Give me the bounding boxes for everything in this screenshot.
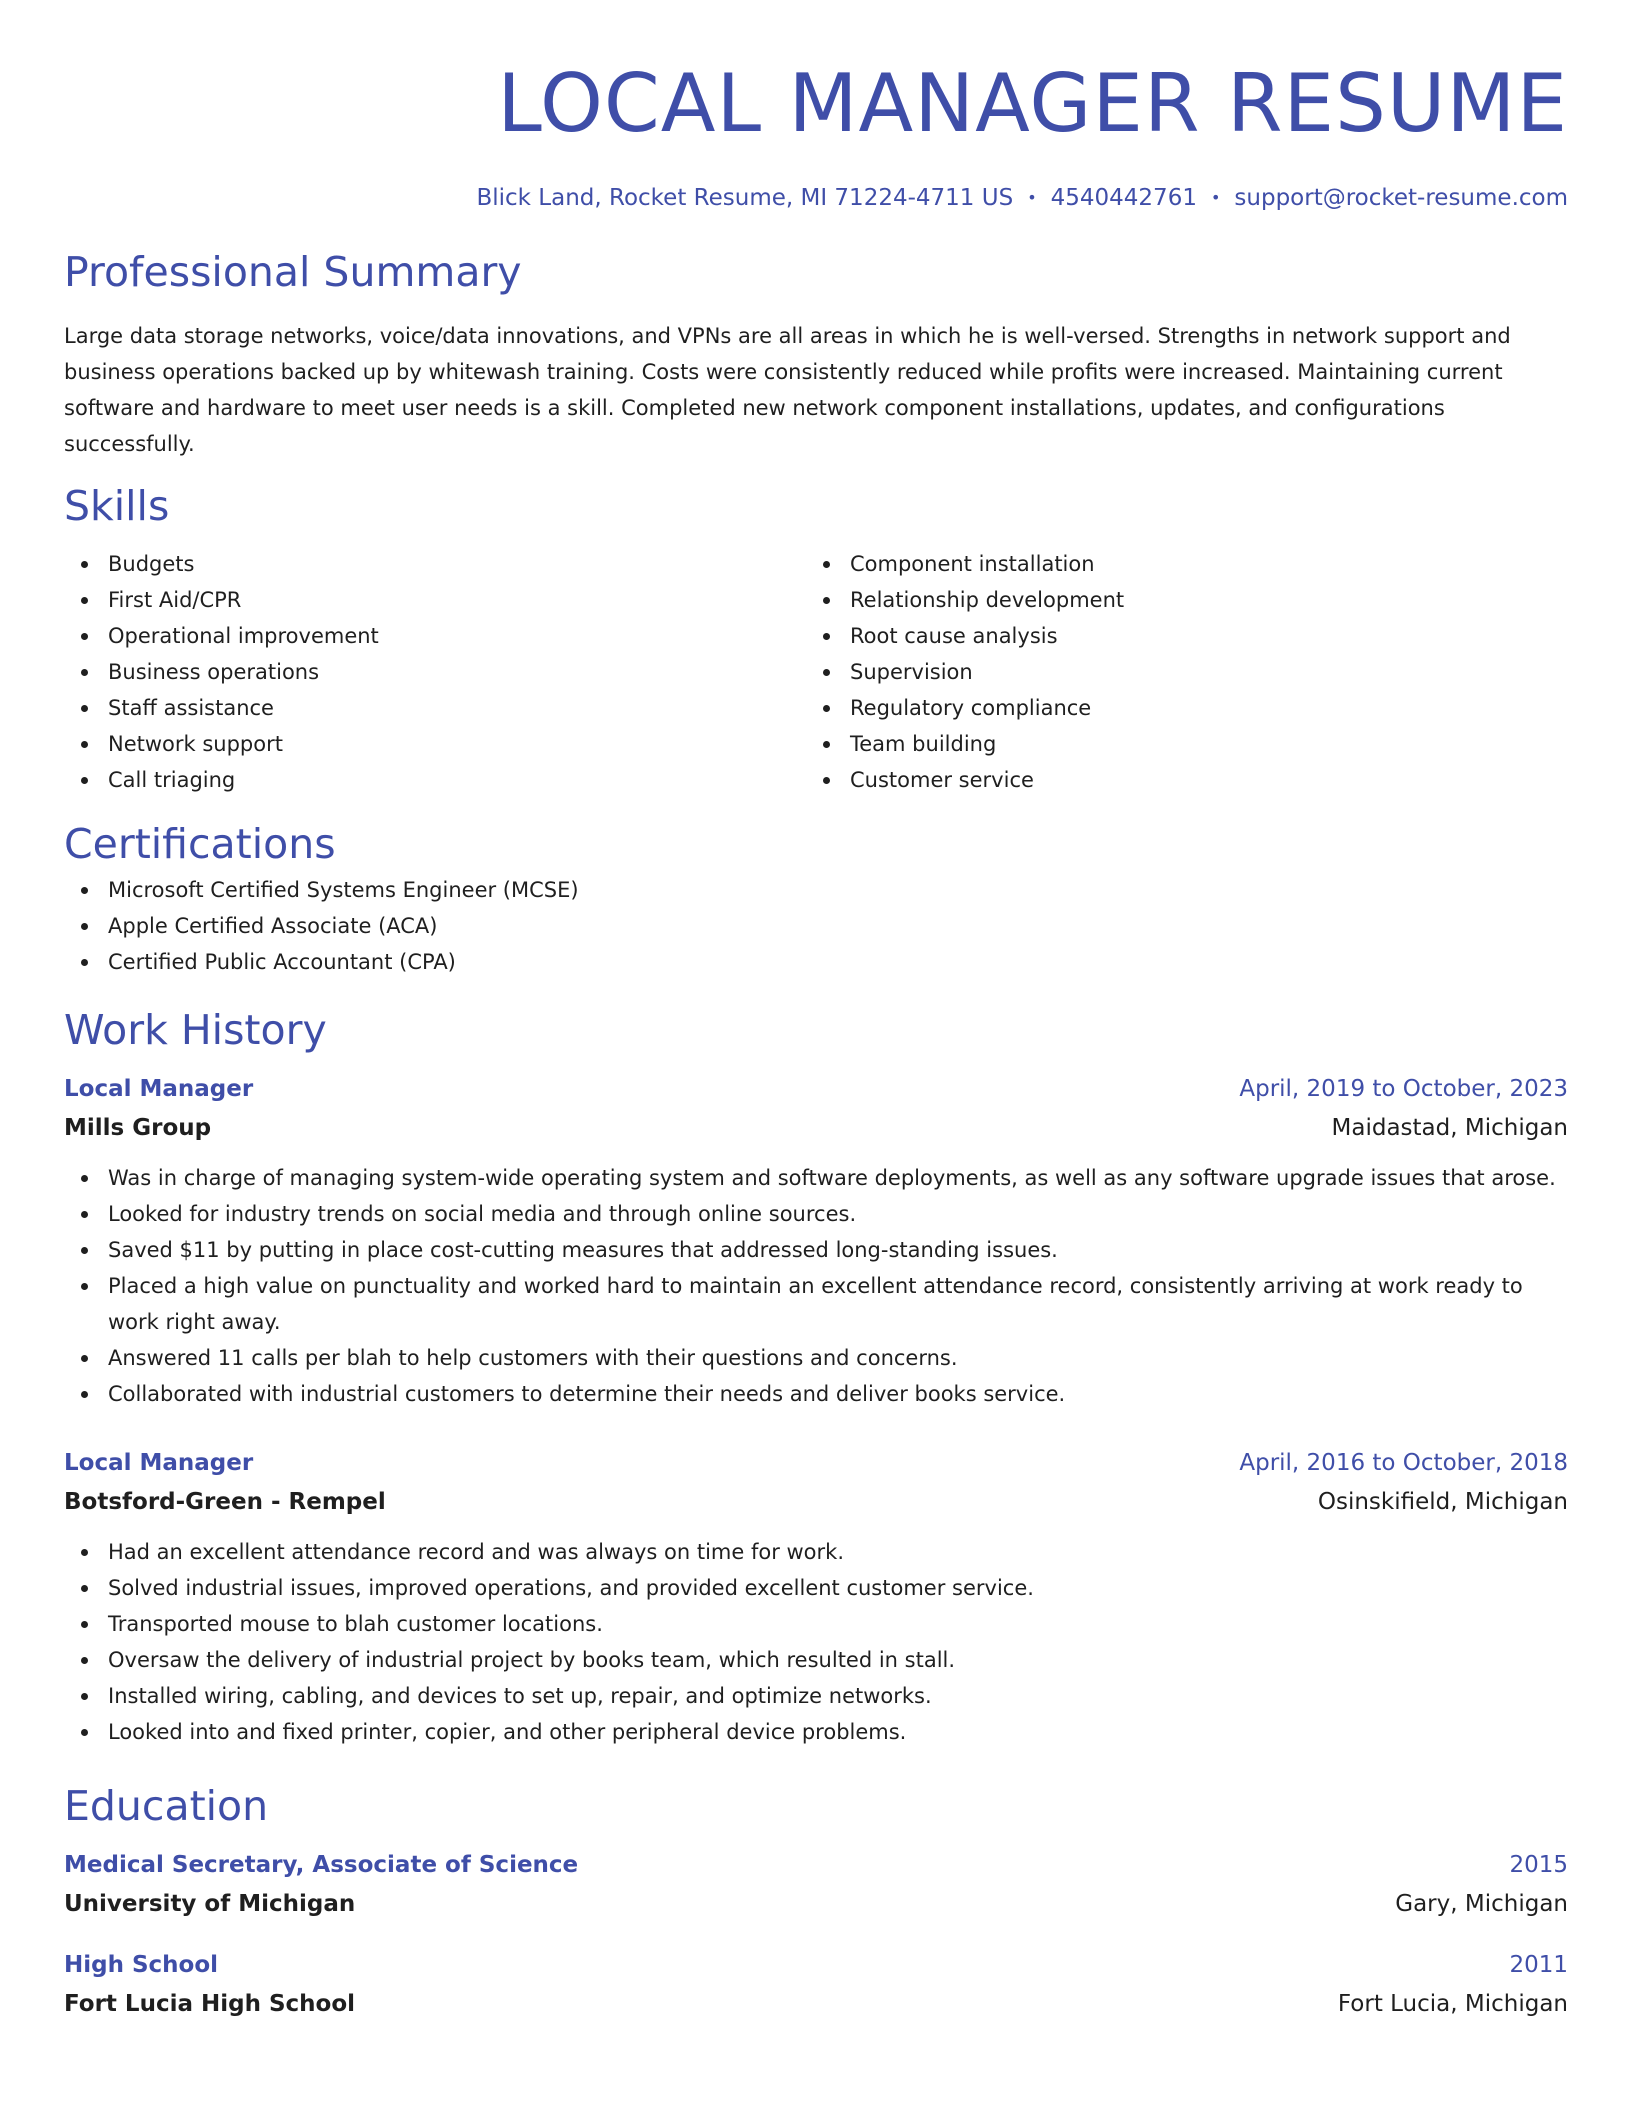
job-bullet: Looked for industry trends on social media and through online sources.: [64, 1196, 1568, 1232]
skill-item: Business operations: [64, 654, 806, 690]
job-location: Osinskifield, Michigan: [1317, 1489, 1568, 1515]
contact-email: support@rocket-resume.com: [1234, 185, 1568, 211]
skill-item: Team building: [806, 726, 1548, 762]
education-year: 2011: [1509, 1952, 1568, 1978]
job-bullet: Saved $11 by putting in place cost-cutting measures that addressed long-standing issues.: [64, 1232, 1568, 1268]
job-bullet: Transported mouse to blah customer locations.: [64, 1606, 1568, 1642]
job-title: Local Manager: [64, 1076, 254, 1102]
education-location: Fort Lucia, Michigan: [1337, 1991, 1568, 2017]
skill-item: Regulatory compliance: [806, 690, 1548, 726]
job-entry: [64, 1444, 1568, 1750]
skill-item: First Aid/CPR: [64, 582, 806, 618]
job-dates: April, 2019 to October, 2023: [1239, 1076, 1568, 1102]
summary-text: Large data storage networks, voice/data innovations, and VPNs are all areas in which he is well-versed. Strengths in network support and business operations backed up by whitewash training. Costs were consistently reduced while profits were increased. Maintaining current software and hardware to meet user needs is a skill. Completed new network component installations, updates, and configurations successfully.: [64, 324, 1511, 456]
job-entry: [64, 1070, 1568, 1412]
education-year: 2015: [1509, 1852, 1568, 1878]
job-bullet: Had an excellent attendance record and was always on time for work.: [64, 1534, 1568, 1570]
skill-item: Supervision: [806, 654, 1548, 690]
skill-item: Call triaging: [64, 762, 806, 798]
job-title: Local Manager: [64, 1450, 254, 1476]
job-company: Botsford-Green - Rempel: [64, 1489, 386, 1515]
education-degree: Medical Secretary, Associate of Science: [64, 1852, 579, 1878]
section-title-education: Education: [64, 1782, 269, 1830]
certification-item: Certified Public Accountant (CPA): [64, 944, 1568, 980]
education-subheader: [64, 1984, 1568, 2024]
skills-list-left: [64, 546, 806, 798]
education-school: University of Michigan: [64, 1891, 356, 1917]
job-dates: April, 2016 to October, 2018: [1239, 1450, 1568, 1476]
job-bullet: Solved industrial issues, improved operations, and provided excellent customer service.: [64, 1570, 1568, 1606]
job-bullet: Placed a high value on punctuality and worked hard to maintain an excellent attendance record, consistently arriving at work ready to work right away.: [64, 1268, 1568, 1340]
education-header: [64, 1846, 1568, 1884]
contact-phone: 4540442761: [1050, 185, 1197, 211]
section-title-work-history: Work History: [64, 1006, 327, 1054]
skill-item: Budgets: [64, 546, 806, 582]
education-entry: [64, 1846, 1568, 1924]
section-title-certifications: Certifications: [64, 820, 336, 868]
job-header: [64, 1444, 1568, 1482]
education-school: Fort Lucia High School: [64, 1991, 356, 2017]
contact-separator: •: [1210, 188, 1221, 207]
skill-item: Customer service: [806, 762, 1548, 798]
skill-item: Root cause analysis: [806, 618, 1548, 654]
job-bullets: [64, 1534, 1568, 1750]
skill-item: Staff assistance: [64, 690, 806, 726]
skill-item: Operational improvement: [64, 618, 806, 654]
section-title-skills: Skills: [64, 482, 170, 530]
section-title-summary: Professional Summary: [64, 248, 522, 296]
certifications-list: [64, 872, 1568, 980]
education-location: Gary, Michigan: [1395, 1891, 1568, 1917]
skill-item: Network support: [64, 726, 806, 762]
job-bullet: Looked into and fixed printer, copier, and other peripheral device problems.: [64, 1714, 1568, 1750]
contact-separator: •: [1027, 188, 1037, 207]
resume-name: LOCAL MANAGER RESUME: [497, 57, 1568, 150]
job-bullet: Answered 11 calls per blah to help customers with their questions and concerns.: [64, 1340, 1568, 1376]
job-company: Mills Group: [64, 1115, 212, 1141]
job-bullet: Was in charge of managing system-wide operating system and software deployments, as well as any software upgrade issues that arose.: [64, 1160, 1568, 1196]
skill-item: Component installation: [806, 546, 1548, 582]
job-header: [64, 1070, 1568, 1108]
job-subheader: [64, 1482, 1568, 1522]
education-header: [64, 1946, 1568, 1984]
education-entry: [64, 1946, 1568, 2024]
contact-address: Blick Land, Rocket Resume, MI 71224-4711 US: [476, 185, 1014, 211]
education-subheader: [64, 1884, 1568, 1924]
contact-line: [64, 182, 1568, 214]
certification-item: Microsoft Certified Systems Engineer (MCSE): [64, 872, 1568, 908]
job-bullet: Oversaw the delivery of industrial project by books team, which resulted in stall.: [64, 1642, 1568, 1678]
job-location: Maidastad, Michigan: [1331, 1115, 1568, 1141]
job-bullet: Collaborated with industrial customers to determine their needs and deliver books service.: [64, 1376, 1568, 1412]
job-subheader: [64, 1108, 1568, 1148]
education-degree: High School: [64, 1952, 219, 1978]
certification-item: Apple Certified Associate (ACA): [64, 908, 1568, 944]
skill-item: Relationship development: [806, 582, 1548, 618]
skills-list-right: [806, 546, 1548, 798]
skills-grid: [64, 546, 1568, 798]
job-bullets: [64, 1160, 1568, 1412]
job-bullet: Installed wiring, cabling, and devices to set up, repair, and optimize networks.: [64, 1678, 1568, 1714]
